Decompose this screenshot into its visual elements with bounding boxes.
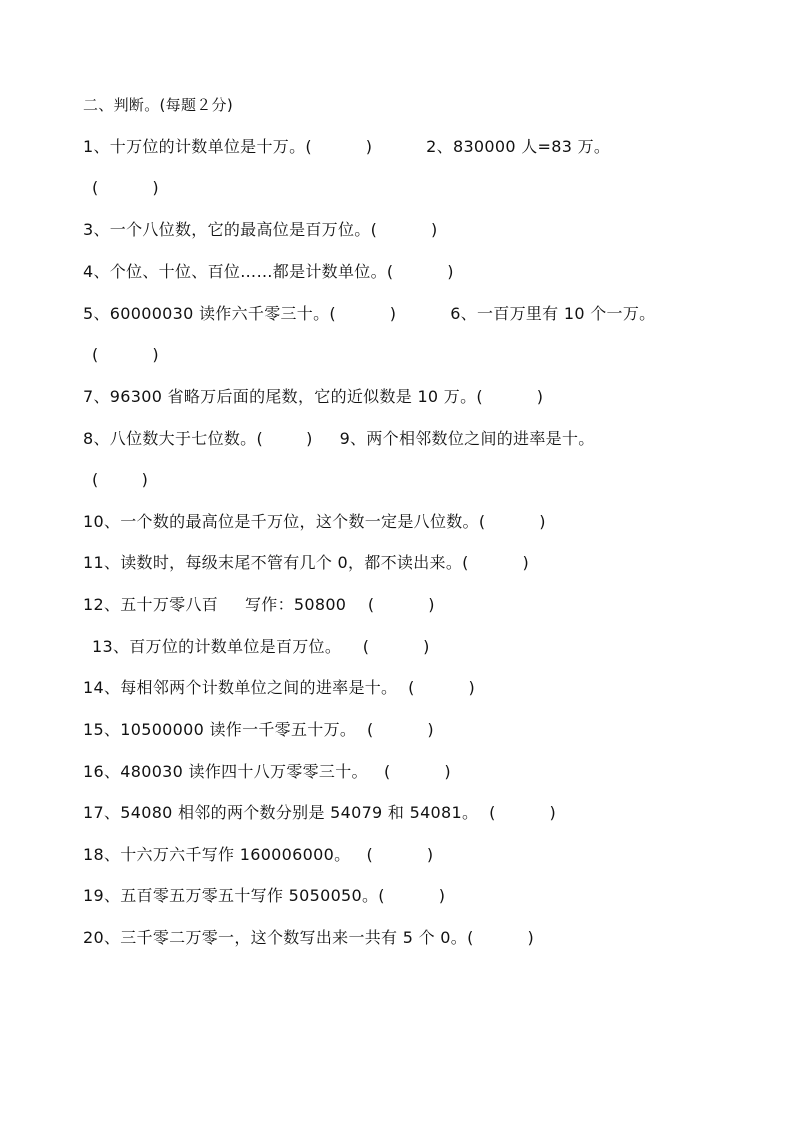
question-8-9: 8、八位数大于七位数。( ) 9、两个相邻数位之间的进率是十。 [83,429,595,448]
question-15: 15、10500000 读作一千零五十万。 ( ) [83,720,434,739]
question-14: 14、每相邻两个计数单位之间的进率是十。 ( ) [83,678,476,697]
question-10: 10、一个数的最高位是千万位，这个数一定是八位数。( ) [83,512,546,531]
question-11: 11、读数时，每级末尾不管有几个 0，都不读出来。( ) [83,553,530,572]
question-1-2: 1、十万位的计数单位是十万。( ) 2、830000 人=83 万。 [83,137,611,156]
question-19: 19、五百零五万零五十写作 5050050。( ) [83,886,446,905]
question-12: 12、五十万零八百 写作：50800 ( ) [83,595,435,614]
section-heading: 二、判断。(每题２分) [83,96,234,114]
answer-blank-2: ( ) [92,178,159,197]
question-4: 4、个位、十位、百位……都是计数单位。( ) [83,262,454,281]
question-17: 17、54080 相邻的两个数分别是 54079 和 54081。 ( ) [83,803,557,822]
question-13: 13、百万位的计数单位是百万位。 ( ) [92,637,430,656]
question-7: 7、96300 省略万后面的尾数，它的近似数是 10 万。( ) [83,387,544,406]
question-16: 16、480030 读作四十八万零零三十。 ( ) [83,762,451,781]
question-3: 3、一个八位数，它的最高位是百万位。( ) [83,220,438,239]
question-18: 18、十六万六千写作 160006000。 ( ) [83,845,434,864]
answer-blank-6: ( ) [92,345,159,364]
question-5-6: 5、60000030 读作六千零三十。( ) 6、一百万里有 10 个一万。 [83,304,656,323]
answer-blank-9: ( ) [92,470,149,489]
question-20: 20、三千零二万零一，这个数写出来一共有 5 个 0。( ) [83,928,535,947]
